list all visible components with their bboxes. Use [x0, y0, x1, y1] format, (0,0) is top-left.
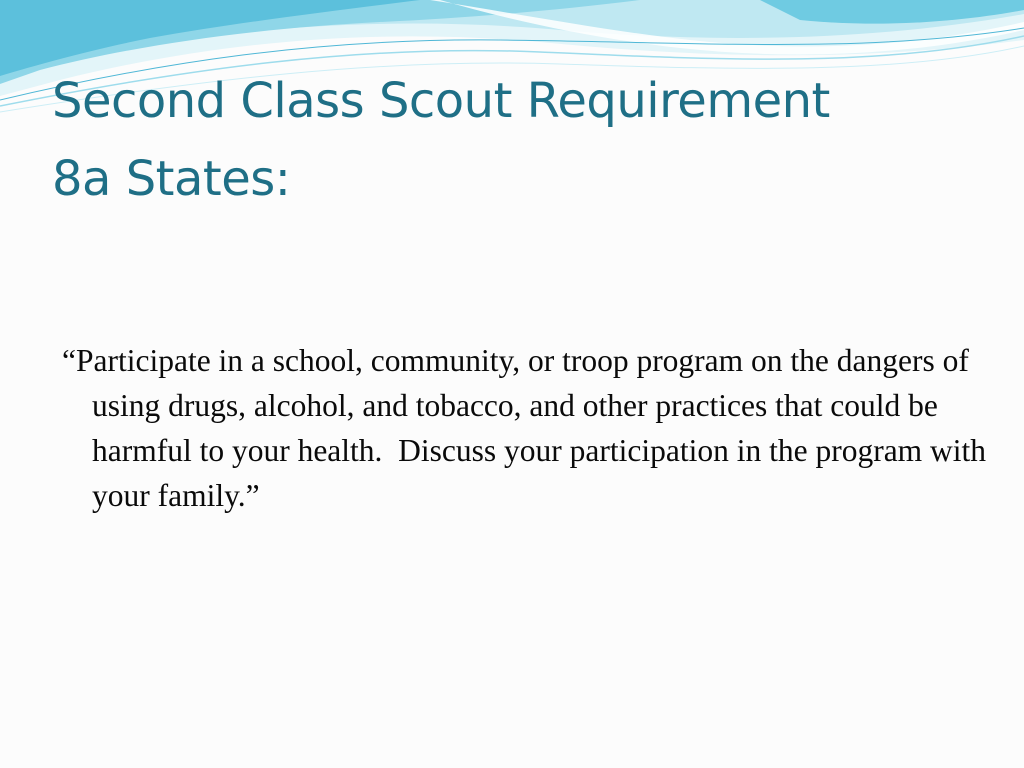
slide-title: [52, 62, 992, 218]
requirement-quote: “Participate in a school, community, or troop program on the dangers of using drugs, alcohol, and tobacco, and other practices that could be harmful to your health. Discuss your participation in the program with your family.”: [62, 343, 987, 513]
slide-title-line-2: 8a States:: [52, 151, 291, 207]
slide-title-line-1: Second Class Scout Requirement: [52, 73, 830, 129]
